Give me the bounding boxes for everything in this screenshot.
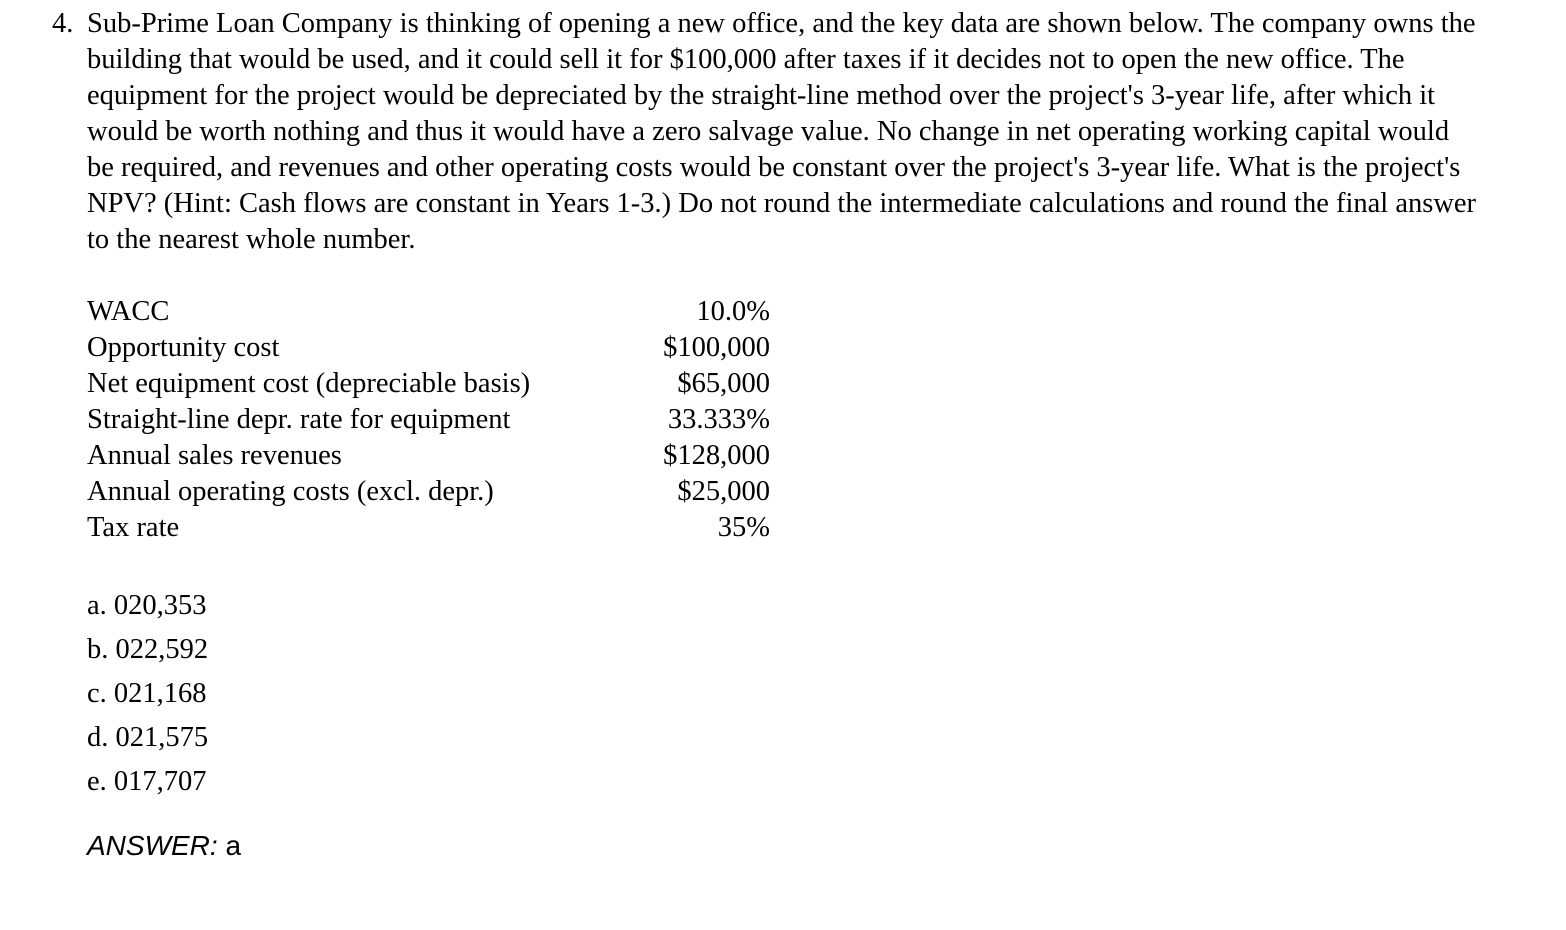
answer-value: a [225, 830, 242, 861]
row-value: $100,000 [663, 332, 770, 363]
option-c: c. 021,168 [87, 678, 207, 709]
row-label: Annual sales revenues [87, 440, 342, 471]
question-block [52, 6, 1492, 258]
row-value: $128,000 [663, 440, 770, 471]
table-row [87, 366, 770, 402]
option-b: b. 022,592 [87, 634, 209, 665]
row-label: Opportunity cost [87, 332, 280, 363]
option-a: a. 020,353 [87, 590, 207, 621]
row-label: Annual operating costs (excl. depr.) [87, 476, 494, 507]
option-e: e. 017,707 [87, 766, 207, 797]
row-label: WACC [87, 296, 170, 327]
question-number: 4. [52, 8, 74, 39]
answer-label: ANSWER: [87, 830, 218, 861]
table-row [87, 294, 770, 330]
table-row [87, 510, 770, 546]
table-row [87, 474, 770, 510]
row-value: $25,000 [677, 476, 770, 507]
table-row [87, 402, 770, 438]
table-row [87, 330, 770, 366]
row-label: Tax rate [87, 512, 180, 543]
row-label: Net equipment cost (depreciable basis) [87, 368, 531, 399]
answer-line [87, 826, 241, 866]
answer-options [87, 584, 208, 804]
row-value: $65,000 [677, 368, 770, 399]
row-value: 10.0% [696, 296, 770, 327]
question-text: Sub-Prime Loan Company is thinking of opening a new office, and the key data are shown below. The company owns the building that would be used, and it could sell it for $100,000 after taxes if it decides not to open the new office. The equipment for the project would be depreciated by the straight-line method over the project's 3-year life, after which it would be worth nothing and thus it would have a zero salvage value. No change in net operating working capital would be required, and revenues and other operating costs would be constant over the project's 3-year life. What is the project's NPV? (Hint: Cash flows are constant in Years 1-3.) Do not round the intermediate calculations and round the final answer to the nearest whole number. [87, 8, 1477, 255]
row-value: 35% [717, 512, 770, 543]
row-value: 33.333% [667, 404, 770, 435]
row-label: Straight-line depr. rate for equipment [87, 404, 511, 435]
option-d: d. 021,575 [87, 722, 209, 753]
table-row [87, 438, 770, 474]
key-data-table [87, 294, 770, 546]
